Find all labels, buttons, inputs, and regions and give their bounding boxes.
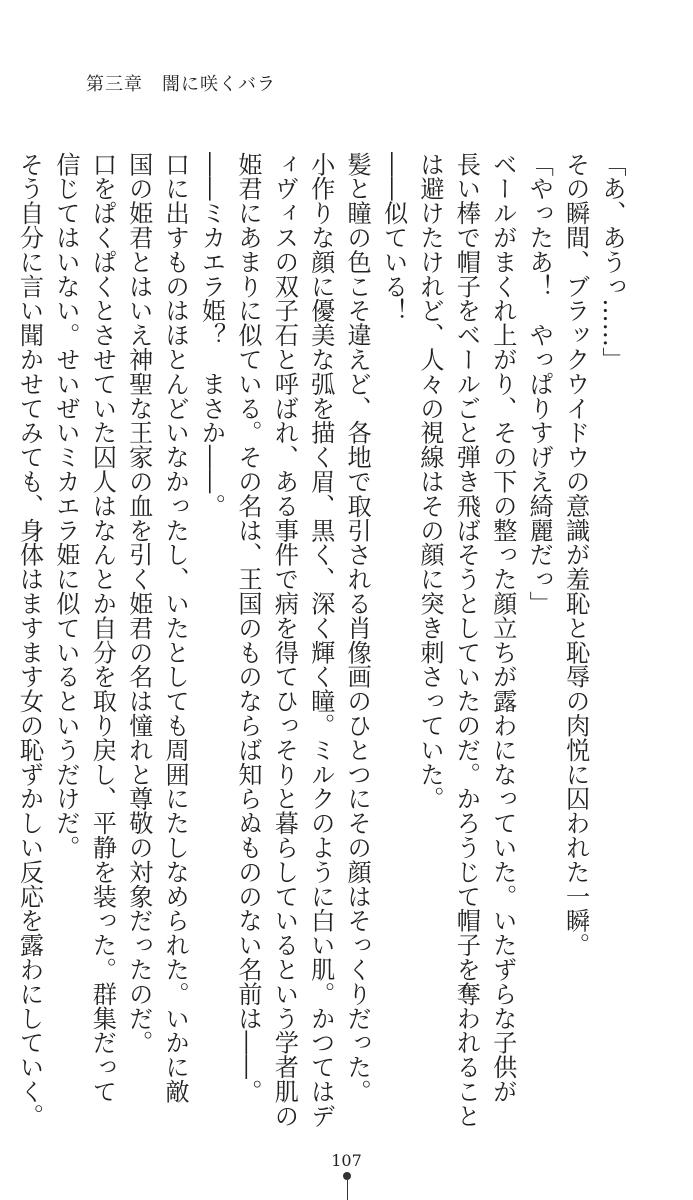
- folio-ornament-icon: [343, 1172, 351, 1200]
- text-line: 姫君にあまりに似ている。その名は、王国のものならば知らぬもののない名前は――。: [233, 152, 262, 1104]
- text-line: 信じてはいない。せいぜいミカエラ姫に似ているというだけだ。: [51, 152, 80, 860]
- text-line: 長い棒で帽子をベールごと弾き飛ばそうとしていたのだ。かろうじて帽子を奪われること: [452, 152, 481, 1128]
- text-line: は避けたけれど、人々の視線はその顔に突き刺さっていた。: [415, 152, 444, 811]
- text-line: ――似ている！: [379, 152, 408, 323]
- text-line: 髪と瞳の色こそ違えど、各地で取引される肖像画のひとつにその顔はそっくりだった。: [343, 152, 372, 1104]
- text-line: 口をぱくぱくとさせていた囚人はなんとか自分を取り戻し、平静を装った。群集だって: [88, 152, 117, 1104]
- page-number: 107: [331, 1151, 362, 1170]
- text-line: ィヴィスの双子石と呼ばれ、ある事件で病を得てひっそりと暮らしているという学者肌の: [270, 152, 299, 1128]
- text-line: 小作りな顔に優美な弧を描く眉、黒く、深く輝く瞳。ミルクのように白い肌。かつてはデ: [306, 152, 335, 1128]
- text-line: 国の姫君とはいえ神聖な王家の血を引く姫君の名は憧れと尊敬の対象だったのだ。: [124, 152, 153, 1055]
- text-line: ベールがまくれ上がり、その下の整った顔立ちが露わになっていた。いたずらな子供が: [488, 152, 517, 1104]
- body-text: [15, 152, 630, 1128]
- text-line: 口に出すものはほとんどいなかったし、いたとしても周囲にたしなめられた。いかに敵: [161, 152, 190, 1104]
- text-line: その瞬間、ブラックウイドウの意識が羞恥と恥辱の肉悦に囚われた一瞬。: [561, 152, 590, 958]
- text-line: そう自分に言い聞かせてみても、身体はますます女の恥ずかしい反応を露わにしていく。: [15, 152, 44, 1128]
- running-head: 第三章 闇に咲くバラ: [86, 74, 276, 95]
- text-line: 「やったあ！ やっぱりすげえ綺麗だっ」: [525, 152, 554, 616]
- text-line: ――ミカエラ姫？ まさか――。: [197, 152, 226, 518]
- text-line: 「あ、あうっ……」: [598, 152, 626, 372]
